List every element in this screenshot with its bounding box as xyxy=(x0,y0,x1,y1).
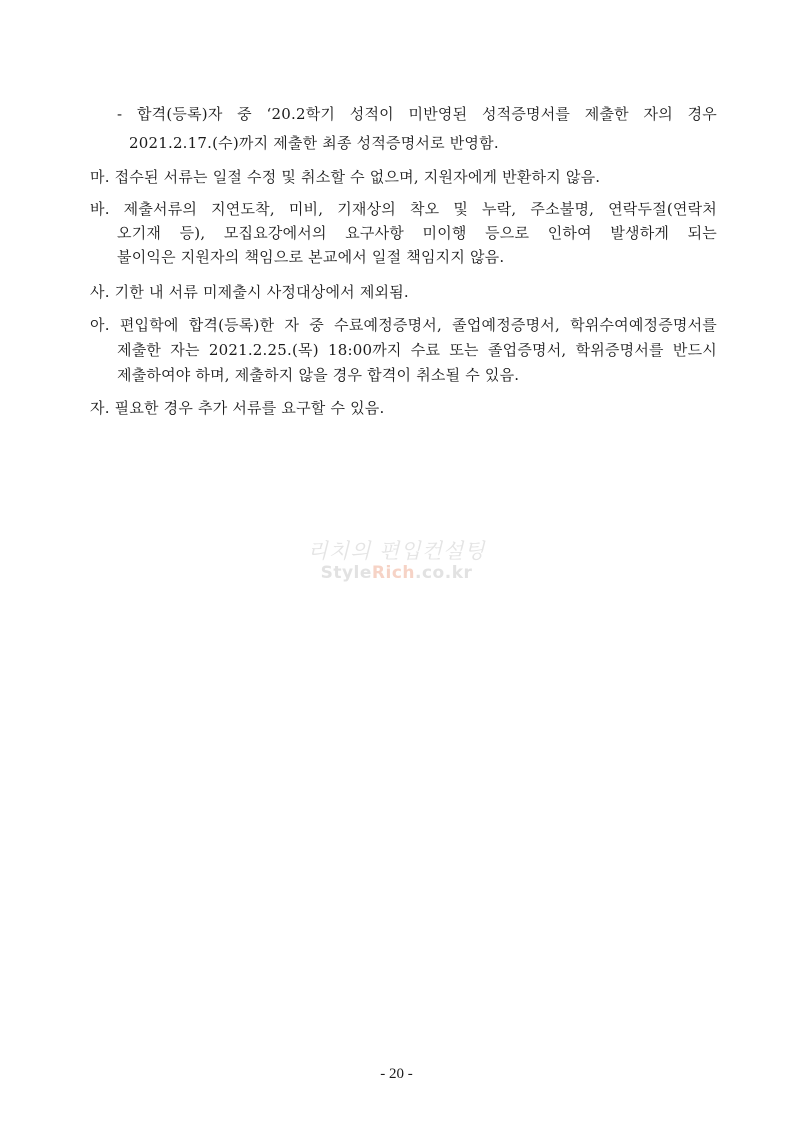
item-ja-line-1: 자. 필요한 경우 추가 서류를 요구할 수 있음. xyxy=(90,399,385,417)
dash-item-line-1: - 합격(등록)자 중 ‘20.2학기 성적이 미반영된 성적증명서를 제출한 자의 경우 xyxy=(117,105,717,123)
item-a-line-3: 제출하여야 하며, 제출하지 않을 경우 합격이 취소될 수 있음. xyxy=(117,366,520,384)
item-ba-line-2: 오기재 등), 모집요강에서의 요구사항 미이행 등으로 인하여 발생하게 되는 xyxy=(117,224,717,242)
watermark-korean: 리치의 편입컨설팅 xyxy=(307,539,486,563)
watermark-url-highlight: Rich xyxy=(371,563,416,583)
item-ma-line-1: 마. 접수된 서류는 일절 수정 및 취소할 수 없으며, 지원자에게 반환하지 않음. xyxy=(90,168,601,186)
watermark-url-suffix: .co.kr xyxy=(415,563,473,583)
item-a-line-2: 제출한 자는 2021.2.25.(목) 18:00까지 수료 또는 졸업증명서, 학위증명서를 반드시 xyxy=(117,341,717,359)
item-a-line-1: 아. 편입학에 합격(등록)한 자 중 수료예정증명서, 졸업예정증명서, 학위수여예정증명서를 xyxy=(90,316,717,334)
page-number: - 20 - xyxy=(380,1066,413,1082)
dash-item-line-2: 2021.2.17.(수)까지 제출한 최종 성적증명서로 반영함. xyxy=(129,134,499,152)
item-ba-line-1: 바. 제출서류의 지연도착, 미비, 기재상의 착오 및 누락, 주소불명, 연락두절(연락처 xyxy=(90,200,717,218)
item-sa-line-1: 사. 기한 내 서류 미제출시 사정대상에서 제외됨. xyxy=(90,283,409,301)
item-ba-line-3: 불이익은 지원자의 책임으로 본교에서 일절 책임지지 않음. xyxy=(117,248,505,266)
watermark-url-prefix: Style xyxy=(320,563,372,583)
watermark-url xyxy=(0,563,793,583)
